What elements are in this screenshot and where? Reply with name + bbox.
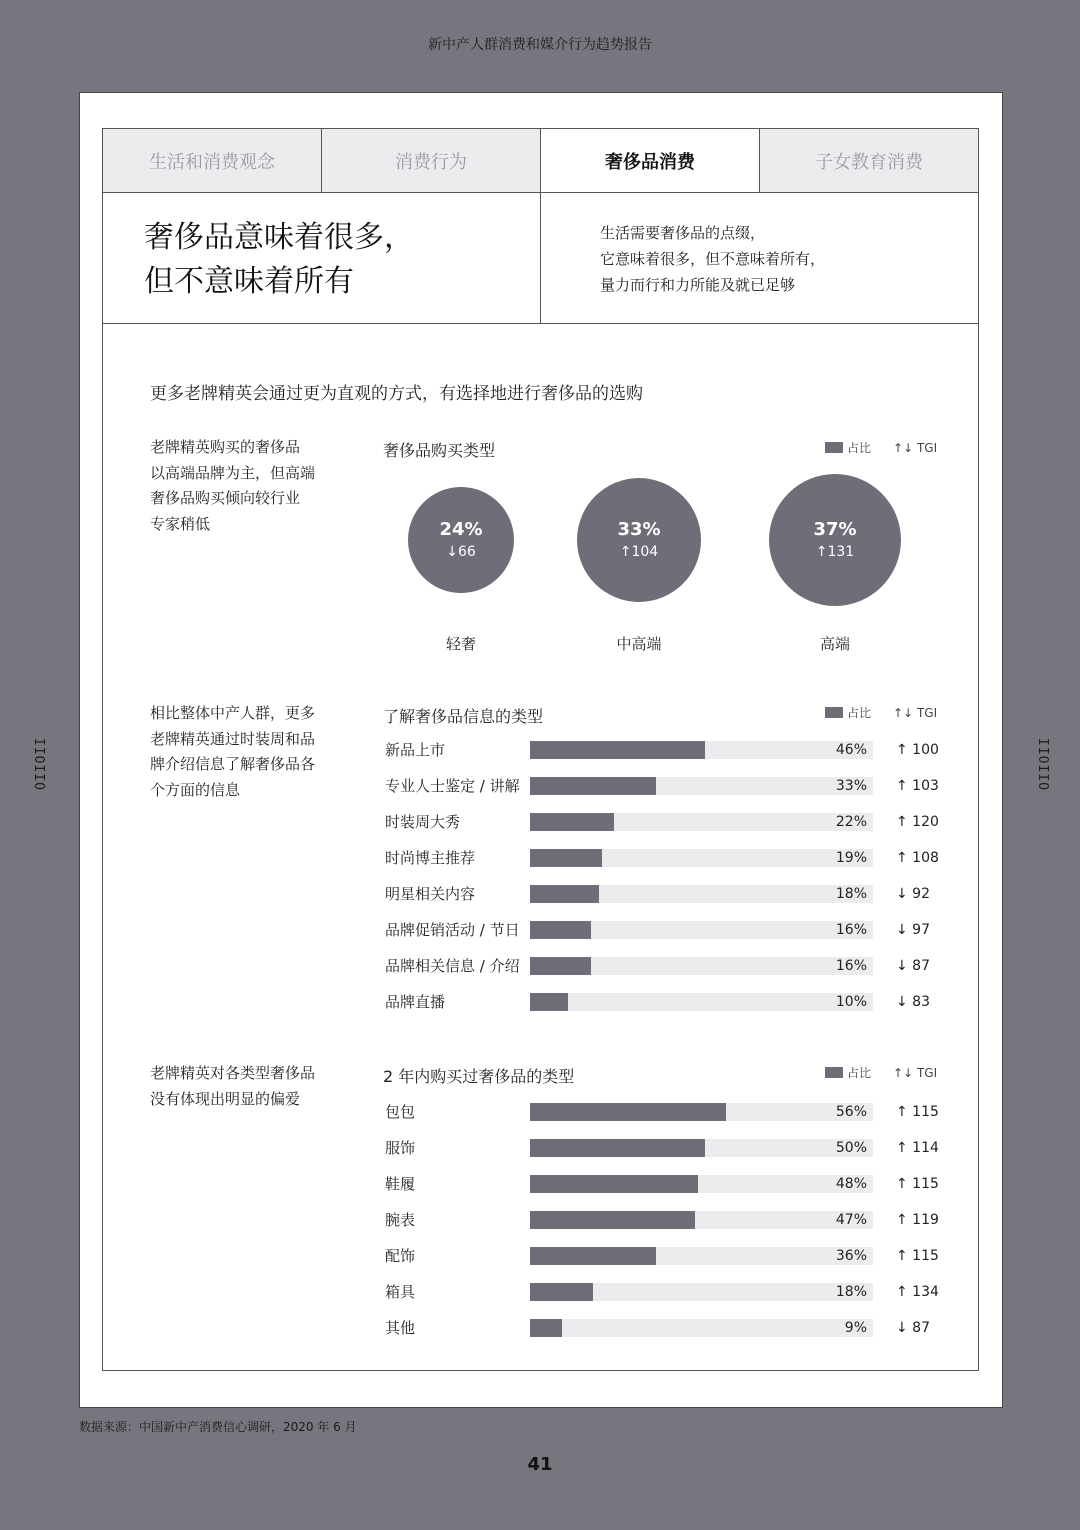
bar-tgi-label: ↑ 103 (896, 778, 939, 794)
bar-category-label: 品牌直播 (385, 993, 446, 1011)
purchase-type-note (150, 435, 345, 537)
bar-row (385, 741, 945, 759)
bar-value-label: 47% (835, 1212, 867, 1228)
bar (530, 741, 705, 759)
bar-category-label: 服饰 (385, 1139, 416, 1157)
bar-row (385, 1103, 945, 1121)
side-mark-left: IIOIIO (31, 738, 46, 791)
purchase-type-chart-title: 奢侈品购买类型 (383, 441, 496, 460)
bar-tgi-label: ↓ 92 (896, 886, 930, 902)
bar-tgi-label: ↑ 119 (896, 1212, 939, 1228)
bar (530, 813, 614, 831)
bar-row (385, 1139, 945, 1157)
description-line2: 它意味着很多，但不意味着所有， (600, 250, 826, 268)
bar-tgi-label: ↓ 83 (896, 994, 930, 1010)
note-line: 老牌精英对各类型奢侈品 (150, 1064, 316, 1082)
legend-share-swatch (825, 1067, 843, 1078)
bubble-0 (408, 487, 514, 593)
bar (530, 1103, 726, 1121)
page-title-line2: 但不意味着所有 (144, 264, 354, 299)
bar-row (385, 1247, 945, 1265)
report-page (79, 92, 1003, 1408)
bar-tgi-label: ↑ 115 (896, 1248, 939, 1264)
page-number: 41 (527, 1454, 553, 1475)
note-line: 奢侈品购买倾向较行业 (150, 489, 301, 507)
bought-type-chart-title: 2 年内购买过奢侈品的类型 (383, 1067, 575, 1086)
report-title: 新中产人群消费和媒介行为趋势报告 (428, 37, 652, 53)
tab-lifestyle[interactable]: 生活和消费观念 (103, 129, 322, 192)
bar-category-label: 时尚博主推荐 (385, 849, 476, 867)
page-description (541, 193, 978, 323)
note-line: 个方面的信息 (150, 780, 241, 799)
bubble-category-label: 高端 (819, 635, 850, 653)
bar-value-label: 18% (835, 886, 867, 902)
bar-row (385, 921, 945, 939)
bar (530, 1283, 593, 1301)
bar-value-label: 16% (835, 922, 867, 938)
bar (530, 921, 591, 939)
legend-share-label: 占比 (847, 441, 872, 455)
note-line: 以高端品牌为主，但高端 (150, 463, 316, 482)
bar-category-label: 明星相关内容 (385, 885, 476, 903)
bar-value-label: 56% (835, 1104, 867, 1120)
bar (530, 1247, 656, 1265)
bubble-1 (577, 478, 702, 603)
bubble-value: 33% (617, 518, 661, 540)
bar-tgi-label: ↓ 87 (896, 1320, 930, 1336)
bar-tgi-label: ↑ 114 (896, 1140, 939, 1156)
bar-value-label: 22% (835, 814, 867, 830)
bar-row (385, 777, 945, 795)
info-type-legend (825, 704, 937, 721)
bar-row (385, 1175, 945, 1193)
description-line3: 量力而行和力所能及就已足够 (600, 276, 796, 294)
page-title (103, 193, 541, 323)
bar-category-label: 品牌相关信息 / 介绍 (385, 957, 520, 975)
legend-share-label: 占比 (847, 1066, 872, 1080)
data-source-note: 数据来源：中国新中产消费信心调研，2020 年 6 月 (79, 1420, 357, 1434)
bubble-tgi: ↑104 (619, 543, 659, 560)
bar-tgi-label: ↓ 87 (896, 958, 930, 974)
bubble-tgi: ↓66 (446, 543, 476, 560)
bar (530, 885, 599, 903)
bar (530, 1139, 705, 1157)
bar (530, 1319, 562, 1337)
bar-tgi-label: ↑ 115 (896, 1176, 939, 1192)
note-line: 牌介绍信息了解奢侈品各 (150, 755, 316, 773)
bar-category-label: 包包 (385, 1103, 416, 1121)
bar-tgi-label: ↑ 134 (896, 1284, 939, 1300)
bar-row (385, 1319, 945, 1337)
bar-value-label: 9% (844, 1320, 867, 1336)
side-mark-right: IIOIIO (1035, 738, 1050, 791)
bar-tgi-label: ↓ 97 (896, 922, 930, 938)
description-line1: 生活需要奢侈品的点缀， (600, 224, 766, 242)
bar (530, 1175, 698, 1193)
bubble-category-label: 轻奢 (445, 635, 476, 653)
heading-row (103, 193, 978, 324)
bar-value-label: 50% (835, 1140, 867, 1156)
tab-education-consumption[interactable]: 子女教育消费 (760, 129, 978, 192)
bar-value-label: 48% (835, 1176, 867, 1192)
bar-category-label: 箱具 (385, 1283, 416, 1301)
bar (530, 777, 656, 795)
bubble-2 (769, 474, 901, 606)
bar-value-label: 19% (835, 850, 867, 866)
note-line: 老牌精英通过时装周和品 (150, 729, 316, 748)
legend-tgi-label: ↑↓ TGI (893, 1065, 938, 1080)
bought-type-legend (825, 1064, 937, 1081)
bar-row (385, 885, 945, 903)
purchase-type-legend (825, 439, 937, 456)
bar-row (385, 957, 945, 975)
bar-category-label: 其他 (385, 1319, 416, 1337)
note-line: 没有体现出明显的偏爱 (150, 1089, 301, 1108)
bar-row (385, 813, 945, 831)
note-line: 老牌精英购买的奢侈品 (150, 438, 301, 456)
bar-tgi-label: ↑ 120 (896, 814, 939, 830)
bar-value-label: 36% (835, 1248, 867, 1264)
bar (530, 957, 591, 975)
bar-row (385, 993, 945, 1011)
bar-value-label: 10% (835, 994, 867, 1010)
bought-type-note (150, 1061, 345, 1112)
bar-category-label: 新品上市 (385, 741, 446, 759)
legend-tgi-label: ↑↓ TGI (893, 705, 938, 720)
bar-tgi-label: ↑ 100 (896, 742, 939, 758)
bar-tgi-label: ↑ 115 (896, 1104, 939, 1120)
bar-row (385, 849, 945, 867)
bar (530, 993, 568, 1011)
bar-category-label: 鞋履 (385, 1175, 416, 1193)
tab-bar (103, 129, 978, 193)
section-subheading: 更多老牌精英会通过更为直观的方式，有选择地进行奢侈品的选购 (150, 384, 643, 404)
bar-value-label: 33% (835, 778, 867, 794)
info-type-note (150, 701, 345, 803)
content-frame (102, 128, 979, 1371)
bar-category-label: 时装周大秀 (385, 813, 461, 831)
legend-tgi-label: ↑↓ TGI (893, 440, 938, 455)
bar-row (385, 1211, 945, 1229)
legend-share-swatch (825, 442, 843, 453)
bubble-value: 37% (813, 519, 857, 540)
bar-value-label: 18% (835, 1284, 867, 1300)
legend-share-swatch (825, 707, 843, 718)
note-line: 相比整体中产人群，更多 (150, 704, 316, 722)
legend-share-label: 占比 (847, 706, 872, 720)
bar (530, 1211, 695, 1229)
tab-consumption-behavior[interactable]: 消费行为 (322, 129, 541, 192)
bubble-category-label: 中高端 (616, 635, 662, 653)
bubble-tgi: ↑131 (815, 544, 855, 560)
bar-row (385, 1283, 945, 1301)
bar-tgi-label: ↑ 108 (896, 850, 939, 866)
bar-category-label: 腕表 (385, 1211, 416, 1229)
bar-value-label: 16% (835, 958, 867, 974)
bar-category-label: 配饰 (385, 1247, 416, 1265)
bar-category-label: 专业人士鉴定 / 讲解 (385, 777, 520, 795)
bar-category-label: 品牌促销活动 / 节日 (385, 921, 520, 939)
info-type-chart-title: 了解奢侈品信息的类型 (383, 707, 544, 726)
note-line: 专家稍低 (150, 514, 211, 533)
bar (530, 849, 602, 867)
bubble-value: 24% (439, 518, 483, 540)
page-title-line1: 奢侈品意味着很多， (144, 220, 414, 255)
tab-luxury-consumption[interactable]: 奢侈品消费 (541, 129, 760, 192)
bar-value-label: 46% (835, 742, 867, 758)
